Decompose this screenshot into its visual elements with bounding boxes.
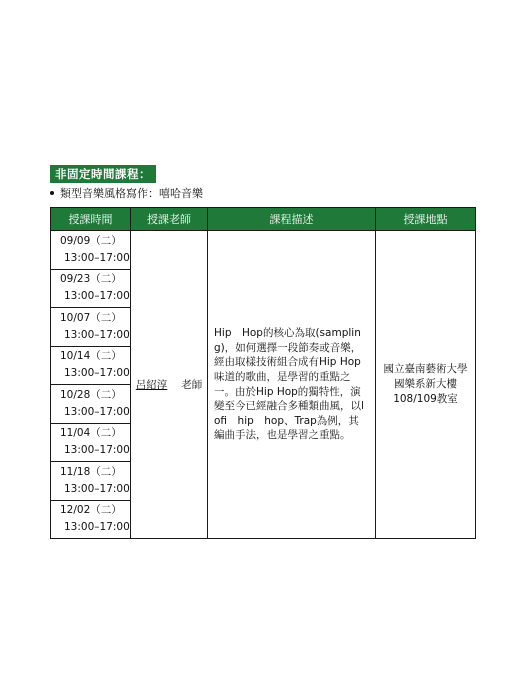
session-cell bbox=[51, 462, 131, 501]
session-cell bbox=[51, 269, 131, 308]
header-time: 授課時間 bbox=[51, 208, 131, 231]
session-time: 13:00–17:00 bbox=[64, 251, 130, 264]
location-line: 108/109教室 bbox=[393, 393, 458, 405]
session-cell bbox=[51, 308, 131, 347]
header-teacher: 授課老師 bbox=[131, 208, 208, 231]
session-time: 13:00–17:00 bbox=[64, 367, 130, 380]
session-date: 12/02（二） bbox=[60, 504, 122, 517]
session-date: 10/14（二） bbox=[60, 350, 122, 363]
session-time: 13:00–17:00 bbox=[64, 290, 130, 303]
session-date: 10/07（二） bbox=[60, 311, 122, 324]
session-cell bbox=[51, 385, 131, 424]
session-time: 13:00–17:00 bbox=[64, 444, 130, 457]
session-time: 13:00–17:00 bbox=[64, 328, 130, 341]
session-cell bbox=[51, 500, 131, 539]
session-cell bbox=[51, 231, 131, 270]
description-cell: Hip Hop的核心為取(sampling)，如何選擇一段節奏或音樂，經由取樣技術組合成有Hip Hop味道的歌曲，是學習的重點之一。由於Hip Hop的獨特性，演變至今已經融合多種類曲風，以lofi hip hop、Trap為例，其編曲手法，也是學習之重點。 bbox=[208, 231, 376, 539]
session-time: 13:00–17:00 bbox=[64, 405, 130, 418]
header-location: 授課地點 bbox=[376, 208, 476, 231]
course-bullet bbox=[50, 187, 203, 201]
session-date: 09/23（二） bbox=[60, 273, 122, 286]
section-title: 非固定時間課程： bbox=[50, 165, 156, 183]
course-title: 類型音樂風格寫作：嘻哈音樂 bbox=[60, 187, 203, 200]
table-header-row bbox=[51, 208, 476, 231]
session-date: 10/28（二） bbox=[60, 388, 122, 401]
session-cell bbox=[51, 346, 131, 385]
session-time: 13:00–17:00 bbox=[64, 521, 130, 534]
header-description: 課程描述 bbox=[208, 208, 376, 231]
teacher-name[interactable]: 呂紹淳 bbox=[135, 379, 168, 391]
location-line: 國樂系新大樓 bbox=[394, 378, 457, 390]
bullet-dot-icon bbox=[50, 191, 54, 195]
session-date: 11/18（二） bbox=[60, 465, 122, 478]
session-cell bbox=[51, 423, 131, 462]
course-schedule-table bbox=[50, 207, 476, 539]
session-date: 11/04（二） bbox=[60, 427, 122, 440]
teacher-cell bbox=[131, 231, 208, 539]
location-cell bbox=[376, 231, 476, 539]
location-line: 國立臺南藝術大學 bbox=[383, 363, 468, 375]
teacher-title: 老師 bbox=[181, 379, 203, 391]
session-date: 09/09（二） bbox=[60, 234, 122, 247]
session-time: 13:00–17:00 bbox=[64, 482, 130, 495]
table-row bbox=[51, 231, 476, 270]
